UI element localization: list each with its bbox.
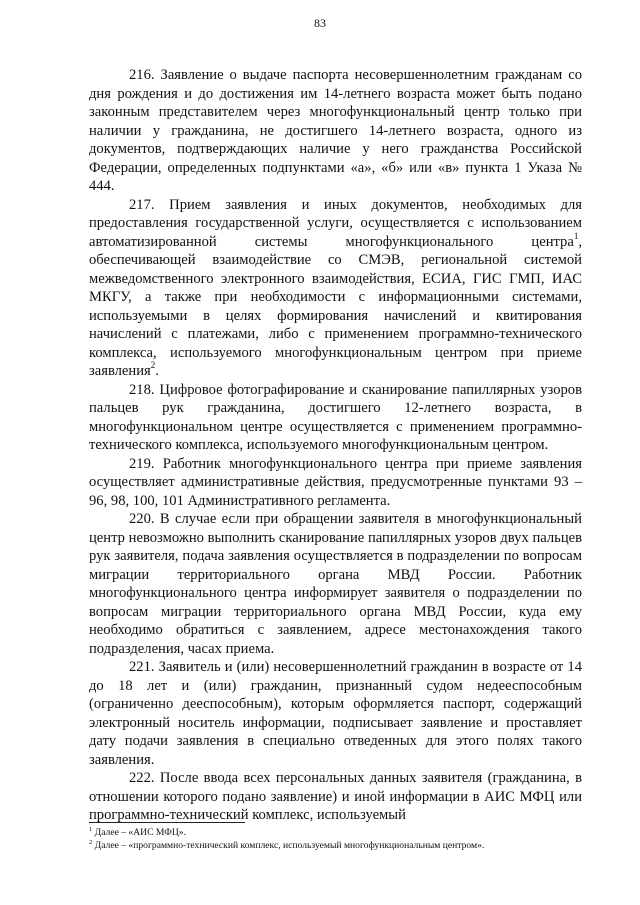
- paragraph-217: [89, 196, 582, 381]
- footnote-text-2: Далее – «программно-технический комплекс, используемый многофункциональным центром».: [92, 840, 485, 851]
- paragraph-219: 219. Работник многофункционального центра при приеме заявления осуществляет административные действия, предусмотренные пунктами 93 – 96, 98, 100, 101 Административного регламента.: [89, 455, 582, 509]
- paragraph-220: 220. В случае если при обращении заявителя в многофункциональный центр невозможно выполнить сканирование папиллярных узоров двух пальцев рук заявителя, подача заявления осуществляется в подразделении по вопросам миграции территориального органа МВД России. Работник многофункционального центра информирует заявителя о подразделении по вопросам миграции территориального органа МВД России, куда ему необходимо обратиться с заявлением, адресе местонахождения такого подразделения, часах приема.: [89, 511, 582, 657]
- paragraph-217-part-3: .: [155, 363, 159, 379]
- footnote-mark-1: 1: [89, 825, 93, 833]
- footnote-2: [89, 839, 582, 852]
- footnotes: [89, 826, 582, 852]
- footnote-text-1: Далее – «АИС МФЦ».: [92, 827, 186, 838]
- paragraph-222: 222. После ввода всех персональных данных заявителя (гражданина, в отношении которого подано заявление) и иной информации в АИС МФЦ или программно-технический комплекс, используемый: [89, 770, 582, 823]
- footnote-ref-2: 2: [150, 360, 156, 371]
- page-number: 83: [314, 16, 326, 30]
- paragraph-221: 221. Заявитель и (или) несовершеннолетний гражданин в возрасте от 14 до 18 лет и (или) гражданин, признанный судом недееспособным (ограниченно дееспособным), которым оформляется паспорт, содержащий электронный носитель информации, подписывает заявление и проставляет дату подачи заявления в специально отведенных для этого полях такого заявления.: [89, 659, 582, 768]
- footnote-mark-2: 2: [89, 838, 93, 846]
- paragraph-217-part-1: 217. Прием заявления и иных документов, необходимых для предоставления государственной услуги, осуществляется с использованием автоматизированной системы многофункционального центра: [89, 196, 582, 250]
- paragraph-216: 216. Заявление о выдаче паспорта несовершеннолетним гражданам со дня рождения и до достижения им 14-летнего возраста может быть подано законным представителем через многофункциональный центр только при наличии у гражданина, не достигшего 14-летнего возраста, одного из документов, подтверждающих наличие у него гражданства Российской Федерации, определенных подпунктами «а», «б» или «в» пункта 1 Указа № 444.: [89, 67, 582, 194]
- paragraph-218: 218. Цифровое фотографирование и сканирование папиллярных узоров пальцев рук гражданина, достигшего 12-летнего возраста, в многофункциональном центре осуществляется с применением программно-технического комплекса, используемого многофункциональным центром.: [89, 381, 582, 453]
- footnote-divider: [89, 822, 245, 823]
- footnote-1: [89, 826, 582, 839]
- footnote-ref-1: 1: [573, 230, 579, 241]
- paragraph-217-part-2: , обеспечивающей взаимодействие со СМЭВ, региональной системой межведомственного электронного взаимодействия, ЕСИА, ГИС ГМП, ИАС МКГУ, а также при необходимости с информационными системами, используемыми в целях формирования начислений и квитирования начислений с платежами, либо с применением программно-технического комплекса, используемого многофункциональным центром при приеме заявления: [89, 233, 582, 379]
- document-body: [89, 66, 582, 825]
